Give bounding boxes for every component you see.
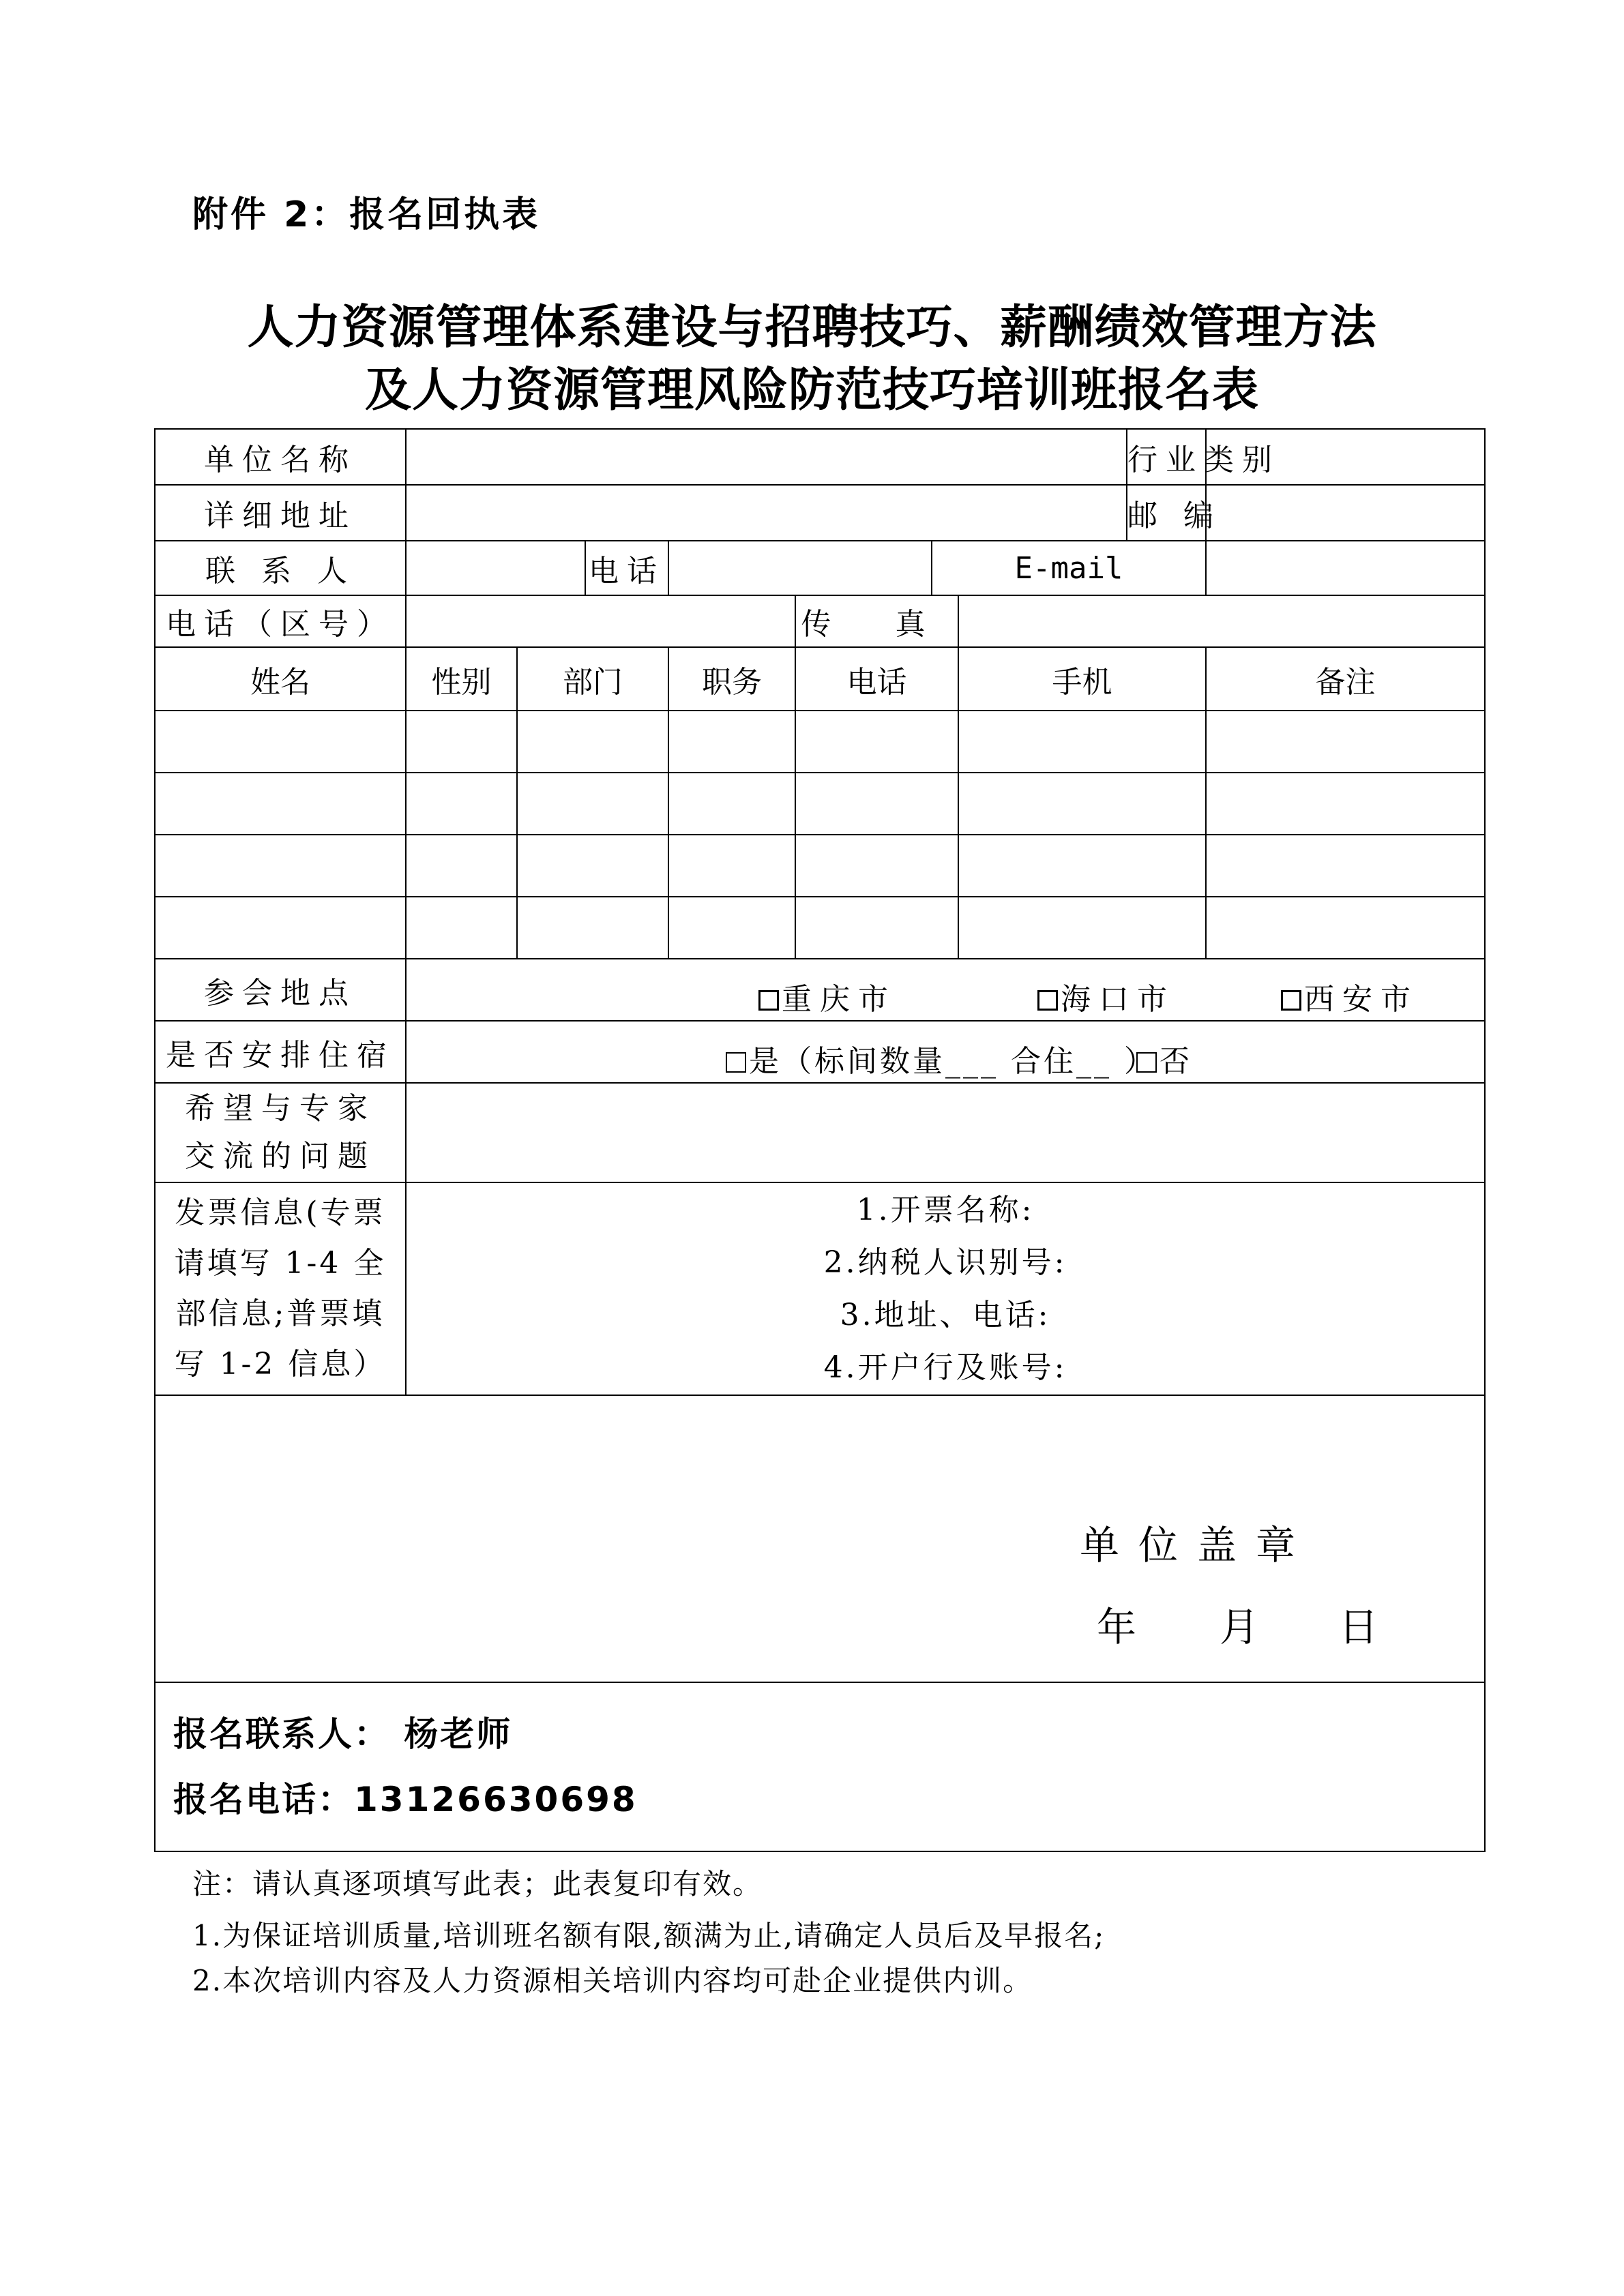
participant-department-cell[interactable] xyxy=(517,711,668,773)
note-line-1: 1.为保证培训质量,培训班名额有限,额满为止,请确定人员后及早报名; xyxy=(192,1919,1106,1952)
seal-area xyxy=(155,1395,1485,1682)
questions-field[interactable] xyxy=(406,1083,1485,1182)
date-year: 年 xyxy=(1097,1604,1137,1650)
participant-gender-cell[interactable] xyxy=(406,835,517,897)
col-header-remarks: 备注 xyxy=(1206,647,1485,711)
date-label xyxy=(1097,1595,1378,1652)
venue-option-chongqing[interactable]: 重庆市 xyxy=(758,974,896,1018)
participant-remarks-cell[interactable] xyxy=(1206,711,1485,773)
invoice-label: 发票信息(专票请填写 1-4 全部信息;普票填写 1-2 信息） xyxy=(155,1182,406,1395)
note-line-2: 2.本次培训内容及人力资源相关培训内容均可赴企业提供内训。 xyxy=(192,1964,1033,1997)
participant-position-cell[interactable] xyxy=(668,835,795,897)
participant-name-cell[interactable] xyxy=(155,773,406,835)
phone-area-field[interactable] xyxy=(406,595,795,647)
participant-mobile-cell[interactable] xyxy=(958,835,1206,897)
checkbox-icon[interactable] xyxy=(758,990,779,1011)
participant-name-cell[interactable] xyxy=(155,711,406,773)
col-header-department: 部门 xyxy=(517,647,668,711)
participant-row[interactable] xyxy=(155,835,1485,897)
lodging-option-no[interactable]: 否 xyxy=(1136,1037,1190,1080)
fax-label: 传 真 xyxy=(795,595,958,647)
registration-form-table xyxy=(154,428,1486,1852)
participant-position-cell[interactable] xyxy=(668,897,795,959)
participant-mobile-cell[interactable] xyxy=(958,711,1206,773)
venue-option-xian[interactable]: 西安市 xyxy=(1281,974,1419,1018)
address-field[interactable] xyxy=(406,485,1127,541)
checkbox-icon[interactable] xyxy=(1136,1052,1157,1073)
participant-phone-cell[interactable] xyxy=(795,711,958,773)
participant-header-row xyxy=(155,647,1485,711)
participant-mobile-cell[interactable] xyxy=(958,773,1206,835)
participant-remarks-cell[interactable] xyxy=(1206,835,1485,897)
phone-label: 电话 xyxy=(585,541,668,595)
date-day: 日 xyxy=(1338,1604,1378,1650)
checkbox-icon[interactable] xyxy=(1037,990,1058,1011)
participant-phone-cell[interactable] xyxy=(795,835,958,897)
industry-label: 行业类别 xyxy=(1127,429,1206,485)
email-field[interactable] xyxy=(1206,541,1485,595)
venue-option-haikou[interactable]: 海口市 xyxy=(1037,974,1175,1018)
participant-position-cell[interactable] xyxy=(668,711,795,773)
lodging-options xyxy=(406,1021,1485,1083)
contact-info xyxy=(155,1682,1485,1851)
participant-row[interactable] xyxy=(155,773,1485,835)
email-label: E-mail xyxy=(932,541,1206,595)
participant-department-cell[interactable] xyxy=(517,773,668,835)
participant-gender-cell[interactable] xyxy=(406,897,517,959)
participant-row[interactable] xyxy=(155,711,1485,773)
fax-field[interactable] xyxy=(958,595,1485,647)
col-header-position: 职务 xyxy=(668,647,795,711)
venue-label: 参会地点 xyxy=(155,959,406,1021)
participant-phone-cell[interactable] xyxy=(795,897,958,959)
participant-name-cell[interactable] xyxy=(155,897,406,959)
postcode-label: 邮 编 xyxy=(1127,485,1206,541)
postcode-field[interactable] xyxy=(1206,485,1485,541)
contact-name: 报名联系人： 杨老师 xyxy=(173,1714,513,1754)
main-title-line1: 人力资源管理体系建设与招聘技巧、薪酬绩效管理方法 xyxy=(247,300,1377,355)
note-line-0: 注：请认真逐项填写此表；此表复印有效。 xyxy=(192,1867,763,1900)
participant-gender-cell[interactable] xyxy=(406,773,517,835)
participant-phone-cell[interactable] xyxy=(795,773,958,835)
invoice-item-address-phone: 3.地址、电话: xyxy=(840,1298,1051,1332)
contact-phone: 报名电话：13126630698 xyxy=(173,1780,638,1819)
phone-area-label: 电话（区号） xyxy=(155,595,406,647)
participant-mobile-cell[interactable] xyxy=(958,897,1206,959)
participant-department-cell[interactable] xyxy=(517,897,668,959)
contact-person-label: 联 系 人 xyxy=(155,541,406,595)
invoice-fields[interactable] xyxy=(406,1182,1485,1395)
checkbox-icon[interactable] xyxy=(1281,990,1301,1011)
address-label: 详细地址 xyxy=(155,485,406,541)
date-month: 月 xyxy=(1219,1604,1259,1650)
lodging-label: 是否安排住宿 xyxy=(155,1021,406,1083)
unit-name-field[interactable] xyxy=(406,429,1127,485)
col-header-name: 姓名 xyxy=(155,647,406,711)
invoice-item-bank-account: 4.开户行及账号: xyxy=(823,1350,1067,1385)
participant-remarks-cell[interactable] xyxy=(1206,773,1485,835)
participant-remarks-cell[interactable] xyxy=(1206,897,1485,959)
invoice-item-title: 1.开票名称: xyxy=(856,1193,1035,1227)
checkbox-icon[interactable] xyxy=(726,1052,746,1073)
col-header-phone: 电话 xyxy=(795,647,958,711)
phone-field[interactable] xyxy=(668,541,932,595)
attachment-title: 附件 2：报名回执表 xyxy=(192,194,541,235)
participant-row[interactable] xyxy=(155,897,1485,959)
questions-label: 希望与专家交流的问题 xyxy=(155,1083,406,1182)
participant-department-cell[interactable] xyxy=(517,835,668,897)
unit-name-label: 单位名称 xyxy=(155,429,406,485)
col-header-mobile: 手机 xyxy=(958,647,1206,711)
venue-options xyxy=(406,959,1485,1021)
participant-gender-cell[interactable] xyxy=(406,711,517,773)
participant-position-cell[interactable] xyxy=(668,773,795,835)
col-header-gender: 性别 xyxy=(406,647,517,711)
invoice-item-taxid: 2.纳税人识别号: xyxy=(823,1245,1067,1280)
main-title-line2: 及人力资源管理风险防范技巧培训班报名表 xyxy=(364,363,1259,417)
unit-seal-label: 单位盖章 xyxy=(1080,1522,1315,1568)
lodging-option-yes[interactable]: 是（标间数量___ 合住__ ） xyxy=(726,1037,1157,1080)
participant-name-cell[interactable] xyxy=(155,835,406,897)
contact-person-field[interactable] xyxy=(406,541,585,595)
